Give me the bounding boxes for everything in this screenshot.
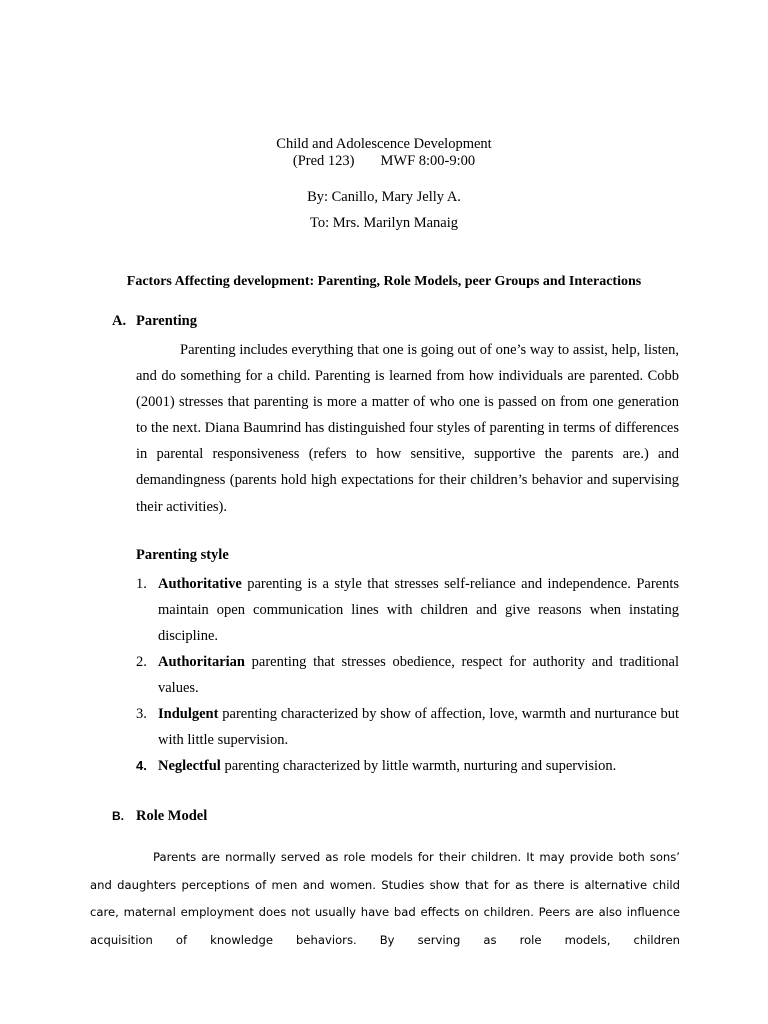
- list-item: [136, 701, 679, 753]
- main-heading: Factors Affecting development: Parenting, Role Models, peer Groups and Interactions: [126, 274, 642, 289]
- section-b-marker: B.: [112, 809, 124, 823]
- author-line: By: Canillo, Mary Jelly A.: [307, 189, 461, 205]
- course-title: Child and Adolescence Development: [276, 136, 492, 152]
- list-item-term: Indulgent: [158, 706, 219, 722]
- list-item: [136, 753, 679, 779]
- section-a-title: Parenting: [136, 313, 197, 329]
- list-item-text: parenting that stresses obedience, respect for authority and traditional values.: [158, 654, 679, 696]
- section-b-title: Role Model: [136, 808, 208, 824]
- section-a-paragraph: Parenting includes everything that one is going out of one’s way to assist, help, listen, and do something for a child. Parenting is learned from how individuals are parented. Cobb (2001) stresses that parenting is more a matter of who one is passed on from one generation to the next. Diana Baumrind has distinguished four styles of parenting in terms of differences in parental responsiveness (refers to how sensitive, supportive the parents are.) and demandingness (parents hold high expectations for their children’s behavior and supervising their activities).: [136, 342, 679, 515]
- list-item-term: Authoritarian: [158, 654, 245, 670]
- parenting-style-heading: Parenting style: [136, 547, 229, 563]
- section-b-paragraph: Parents are normally served as role models for their children. It may provide both sons’ and daughters perceptions of men and women. Studies show that for as there is alternative child care, maternal employment does not usually have bad effects on children. Peers are also influence acquisition of knowledge behaviors. By serving as role models, children: [90, 850, 680, 948]
- list-item-number: 1.: [136, 576, 147, 592]
- parenting-style-list: [136, 571, 679, 779]
- list-item-number: 3.: [136, 706, 147, 722]
- list-item: [136, 571, 679, 649]
- list-item-number: 4.: [136, 758, 147, 773]
- section-b-heading: [112, 808, 207, 825]
- course-info-line: [0, 153, 768, 170]
- list-item: [136, 649, 679, 701]
- list-item-term: Authoritative: [158, 576, 242, 592]
- section-a-heading: [112, 313, 197, 330]
- list-item-number: 2.: [136, 654, 147, 670]
- section-a-marker: A.: [112, 313, 127, 329]
- list-item-text: parenting is a style that stresses self-reliance and independence. Parents maintain open communication lines with children and give reasons when instating discipline.: [158, 576, 679, 644]
- recipient-line: To: Mrs. Marilyn Manaig: [310, 215, 458, 231]
- list-item-term: Neglectful: [158, 758, 221, 774]
- list-item-text: parenting characterized by little warmth, nurturing and supervision.: [220, 758, 617, 774]
- course-code: (Pred 123): [292, 153, 355, 169]
- course-schedule: MWF 8:00-9:00: [380, 153, 476, 169]
- list-item-text: parenting characterized by show of affection, love, warmth and nurturance but with little supervision.: [158, 706, 679, 748]
